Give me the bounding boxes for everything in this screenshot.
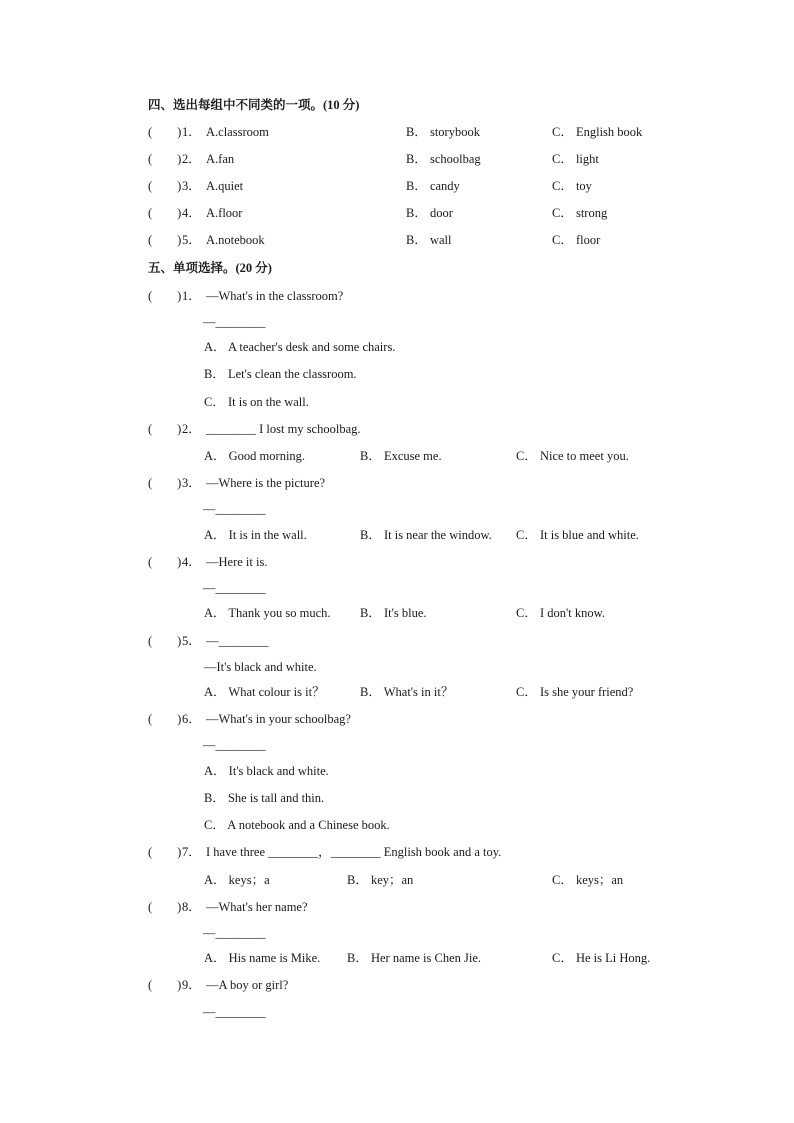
option-b: B． It is near the window. <box>360 528 492 542</box>
question-stem: —What's in the classroom? <box>206 289 344 303</box>
option-c: C． He is Li Hong. <box>552 951 651 965</box>
option-a: A.quiet <box>206 179 244 193</box>
answer-paren[interactable]: ( ) <box>148 152 182 166</box>
option-b: B． What's in it？ <box>360 685 454 699</box>
question-number: 8． <box>182 900 201 914</box>
option-b: B． Let's clean the classroom. <box>204 367 357 381</box>
answer-blank: —________ <box>203 738 266 752</box>
option-a: A.fan <box>206 152 235 166</box>
option-b: B． door <box>406 206 453 220</box>
option-b: B． Her name is Chen Jie. <box>347 951 482 965</box>
option-b: B． storybook <box>406 125 480 139</box>
option-b: B． schoolbag <box>406 152 481 166</box>
option-c: C． Nice to meet you. <box>516 449 629 463</box>
question-number: 4． <box>182 555 201 569</box>
question-number: 1． <box>182 289 201 303</box>
answer-paren[interactable]: ( ) <box>148 978 182 992</box>
option-c: C． light <box>552 152 599 166</box>
question-number: 5． <box>182 634 201 648</box>
option-b: B． Excuse me. <box>360 449 442 463</box>
option-a: A． His name is Mike. <box>204 951 321 965</box>
question-number: 3． <box>182 179 201 193</box>
option-a: A.classroom <box>206 125 269 139</box>
answer-paren[interactable]: ( ) <box>148 125 182 139</box>
question-number: 4． <box>182 206 201 220</box>
option-b: B． It's blue. <box>360 606 427 620</box>
option-c: C． It is blue and white. <box>516 528 639 542</box>
question-stem: —Where is the picture? <box>206 476 326 490</box>
answer-paren[interactable]: ( ) <box>148 900 182 914</box>
option-a: A． A teacher's desk and some chairs. <box>204 340 396 354</box>
answer-blank: —________ <box>203 502 266 516</box>
answer-blank: —________ <box>203 1005 266 1019</box>
answer-paren[interactable]: ( ) <box>148 206 182 220</box>
answer-paren[interactable]: ( ) <box>148 179 182 193</box>
question-stem: —A boy or girl? <box>206 978 289 992</box>
option-b: B． wall <box>406 233 452 247</box>
answer-paren[interactable]: ( ) <box>148 555 182 569</box>
answer-paren[interactable]: ( ) <box>148 476 182 490</box>
option-c: C． It is on the wall. <box>204 395 309 409</box>
option-a: A． It is in the wall. <box>204 528 307 542</box>
option-c: C． A notebook and a Chinese book. <box>204 818 390 832</box>
option-c: C． floor <box>552 233 601 247</box>
question-number: 1． <box>182 125 201 139</box>
question-number: 2． <box>182 422 201 436</box>
answer-paren[interactable]: ( ) <box>148 712 182 726</box>
question-stem: ________ I lost my schoolbag. <box>206 422 361 436</box>
question-stem: —________ <box>206 634 269 648</box>
option-b: B． candy <box>406 179 460 193</box>
question-number: 5． <box>182 233 201 247</box>
option-a: A． What colour is it？ <box>204 685 325 699</box>
option-c: C． I don't know. <box>516 606 605 620</box>
option-c: C． Is she your friend? <box>516 685 634 699</box>
section4-heading: 四、选出每组中不同类的一项。(10 分) <box>148 98 360 112</box>
option-a: A.floor <box>206 206 243 220</box>
answer-paren[interactable]: ( ) <box>148 422 182 436</box>
question-stem: —What's her name? <box>206 900 308 914</box>
option-a: A.notebook <box>206 233 265 247</box>
question-number: 7． <box>182 845 201 859</box>
option-a: A． It's black and white. <box>204 764 329 778</box>
option-c: C． toy <box>552 179 592 193</box>
answer-blank: —________ <box>203 315 266 329</box>
answer-paren[interactable]: ( ) <box>148 289 182 303</box>
question-number: 2． <box>182 152 201 166</box>
option-a: A． Thank you so much. <box>204 606 331 620</box>
question-number: 6． <box>182 712 201 726</box>
question-stem: —What's in your schoolbag? <box>206 712 351 726</box>
option-c: C． keys；an <box>552 873 624 887</box>
option-a: A． keys；a <box>204 873 270 887</box>
answer-blank: —________ <box>203 581 266 595</box>
answer-paren[interactable]: ( ) <box>148 845 182 859</box>
answer-blank: —________ <box>203 926 266 940</box>
option-c: C． strong <box>552 206 608 220</box>
question-stem: —Here it is. <box>206 555 268 569</box>
section5-heading: 五、单项选择。(20 分) <box>148 261 272 275</box>
question-number: 3． <box>182 476 201 490</box>
option-b: B． She is tall and thin. <box>204 791 325 805</box>
option-c: C． English book <box>552 125 643 139</box>
option-b: B． key；an <box>347 873 414 887</box>
question-number: 9． <box>182 978 201 992</box>
option-a: A． Good morning. <box>204 449 306 463</box>
answer-paren[interactable]: ( ) <box>148 634 182 648</box>
question-stem: I have three ________，________ English book and a toy. <box>206 845 502 859</box>
given-answer: —It's black and white. <box>204 660 317 674</box>
answer-paren[interactable]: ( ) <box>148 233 182 247</box>
